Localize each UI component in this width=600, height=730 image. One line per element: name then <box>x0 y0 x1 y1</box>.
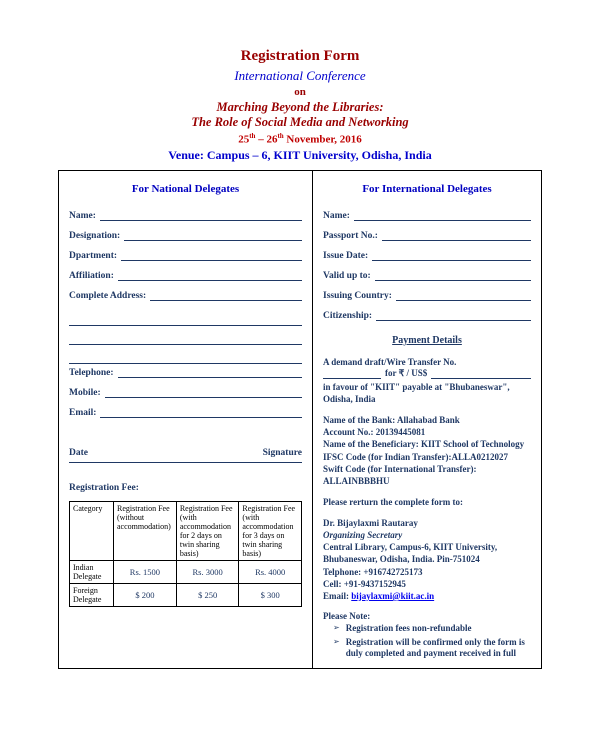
field-designation-label: Designation: <box>69 230 121 241</box>
field-intl-name <box>323 211 531 221</box>
bank-details-block <box>323 414 531 487</box>
address-extra-line-2 <box>69 330 302 345</box>
field-citizenship-label: Citizenship: <box>323 310 373 321</box>
field-citizenship-line <box>376 311 531 321</box>
field-affiliation <box>69 271 302 281</box>
field-telephone-line <box>118 368 302 378</box>
field-name-line <box>100 211 302 221</box>
page-title: Registration Form <box>240 48 360 64</box>
field-mobile <box>69 388 302 398</box>
fee-cell-indian-1: Rs. 1500 <box>114 560 177 583</box>
field-issuing-country <box>323 291 531 301</box>
form-box <box>58 170 542 669</box>
fee-cell-foreign-2: $ 250 <box>176 583 239 606</box>
please-note-heading: Please Note: <box>323 611 371 622</box>
address-extra-line-1 <box>69 311 302 326</box>
fee-cell-foreign-3: $ 300 <box>239 583 302 606</box>
international-heading: For International Delegates <box>362 182 492 195</box>
fee-cell-indian-3: Rs. 4000 <box>239 560 302 583</box>
national-delegates-section <box>59 171 313 668</box>
field-affiliation-line <box>118 271 302 281</box>
fee-cell-foreign-1: $ 200 <box>114 583 177 606</box>
field-intl-name-line <box>354 211 531 221</box>
fee-header-2days: Registration Fee (with accommodation for 2 days on twin sharing basis) <box>176 501 239 560</box>
field-telephone <box>69 368 302 378</box>
field-name <box>69 211 302 221</box>
note-item-1: Registration fees non-refundable <box>345 623 472 634</box>
field-valid-up-to-label: Valid up to: <box>323 270 371 281</box>
field-passport-no-line <box>382 231 531 241</box>
ifsc-code: IFSC Code (for Indian Transfer):ALLA0212027 <box>323 451 509 462</box>
registration-fee-heading: Registration Fee: <box>69 482 139 493</box>
payment-favour-line: in favour of "KIIT" payable at "Bhubaneswar", Odisha, India <box>323 381 510 404</box>
contact-cell: Cell: +91-9437152945 <box>323 578 406 589</box>
field-email-label: Email: <box>69 407 97 418</box>
note-item-2: Registration will be confirmed only the form is duly completed and payment received in full <box>345 636 525 659</box>
return-form-heading: Please rerturn the complete form to: <box>323 496 464 507</box>
field-issuing-country-label: Issuing Country: <box>323 290 392 301</box>
contact-email-line <box>323 590 531 602</box>
conference-dates: 25th – 26th November, 2016 <box>238 132 362 146</box>
signature-label: Signature <box>262 447 302 458</box>
theme-line-2: The Role of Social Media and Networking <box>191 115 409 129</box>
field-passport-no <box>323 231 531 241</box>
wire-transfer-currency: for ₹ / US$ <box>385 367 428 378</box>
field-department-line <box>121 251 302 261</box>
fee-header-without-accommodation: Registration Fee (without accommodation) <box>114 501 177 560</box>
national-heading: For National Delegates <box>131 182 240 195</box>
fee-header-3days: Registration Fee (with accommodation for 3 days on twin sharing basis) <box>239 501 302 560</box>
field-citizenship <box>323 311 531 321</box>
field-complete-address-label: Complete Address: <box>69 290 147 301</box>
theme-line-1: Marching Beyond the Libraries: <box>216 100 384 114</box>
field-affiliation-label: Affiliation: <box>69 270 114 281</box>
venue-line: Venue: Campus – 6, KIIT University, Odisha, India <box>168 147 432 162</box>
list-item <box>323 623 531 635</box>
field-telephone-label: Telephone: <box>69 367 114 378</box>
form-header <box>0 0 600 163</box>
fee-table <box>69 501 302 607</box>
swift-code: Swift Code (for International Transfer): ALLAINBBBHU <box>323 463 477 486</box>
arrow-bullet-icon: ➢ <box>333 636 340 646</box>
field-designation-line <box>124 231 302 241</box>
field-issue-date-label: Issue Date: <box>323 250 369 261</box>
field-issue-date <box>323 251 531 261</box>
field-email-line <box>100 408 302 418</box>
field-complete-address <box>69 291 302 301</box>
payment-details-heading: Payment Details <box>392 334 462 346</box>
wire-transfer-no-line <box>323 370 381 379</box>
field-intl-name-label: Name: <box>323 210 350 221</box>
wire-transfer-line-1: A demand draft/Wire Transfer No. <box>323 356 457 367</box>
list-item <box>323 637 531 660</box>
fee-header-category: Category <box>70 501 114 560</box>
field-issue-date-line <box>372 251 531 261</box>
contact-name: Dr. Bijaylaxmi Rautaray <box>323 518 418 529</box>
field-department <box>69 251 302 261</box>
field-mobile-label: Mobile: <box>69 387 101 398</box>
bank-name: Name of the Bank: Allahabad Bank <box>323 415 460 426</box>
contact-telephone: Telphone: +916742725173 <box>323 566 423 577</box>
wire-transfer-line-2 <box>323 368 531 379</box>
field-name-label: Name: <box>69 210 96 221</box>
fee-table-header-row <box>70 501 302 560</box>
fee-cell-indian-2: Rs. 3000 <box>176 560 239 583</box>
account-no: Account No.: 20139445081 <box>323 427 426 438</box>
email-label: Email: <box>323 590 352 601</box>
field-department-label: Dpartment: <box>69 250 118 261</box>
on-text: on <box>294 86 306 98</box>
wire-transfer-amount-line <box>431 370 531 379</box>
fee-cell-category-indian: Indian Delegate <box>70 560 114 583</box>
date-signature-row <box>69 448 302 463</box>
field-issuing-country-line <box>396 291 531 301</box>
contact-block <box>323 517 531 602</box>
field-valid-up-to-line <box>375 271 531 281</box>
field-valid-up-to <box>323 271 531 281</box>
fee-cell-category-foreign: Foreign Delegate <box>70 583 114 606</box>
address-extra-line-3 <box>69 349 302 364</box>
conference-subtitle: International Conference <box>234 68 366 83</box>
beneficiary-name: Name of the Beneficiary: KIIT School of Technology <box>323 439 525 450</box>
table-row <box>70 583 302 606</box>
date-label: Date <box>69 447 88 458</box>
field-mobile-line <box>105 388 302 398</box>
contact-role: Organizing Secretary <box>323 530 403 541</box>
field-designation <box>69 231 302 241</box>
international-delegates-section <box>313 171 541 668</box>
field-passport-no-label: Passport No.: <box>323 230 378 241</box>
email-link[interactable]: bijaylaxmi@kiit.ac.in <box>351 590 435 601</box>
field-email <box>69 408 302 418</box>
field-complete-address-line <box>150 291 302 301</box>
arrow-bullet-icon: ➢ <box>333 623 340 633</box>
contact-address: Central Library, Campus-6, KIIT University, Bhubaneswar, Odisha, India. Pin-751024 <box>323 542 498 565</box>
table-row <box>70 560 302 583</box>
